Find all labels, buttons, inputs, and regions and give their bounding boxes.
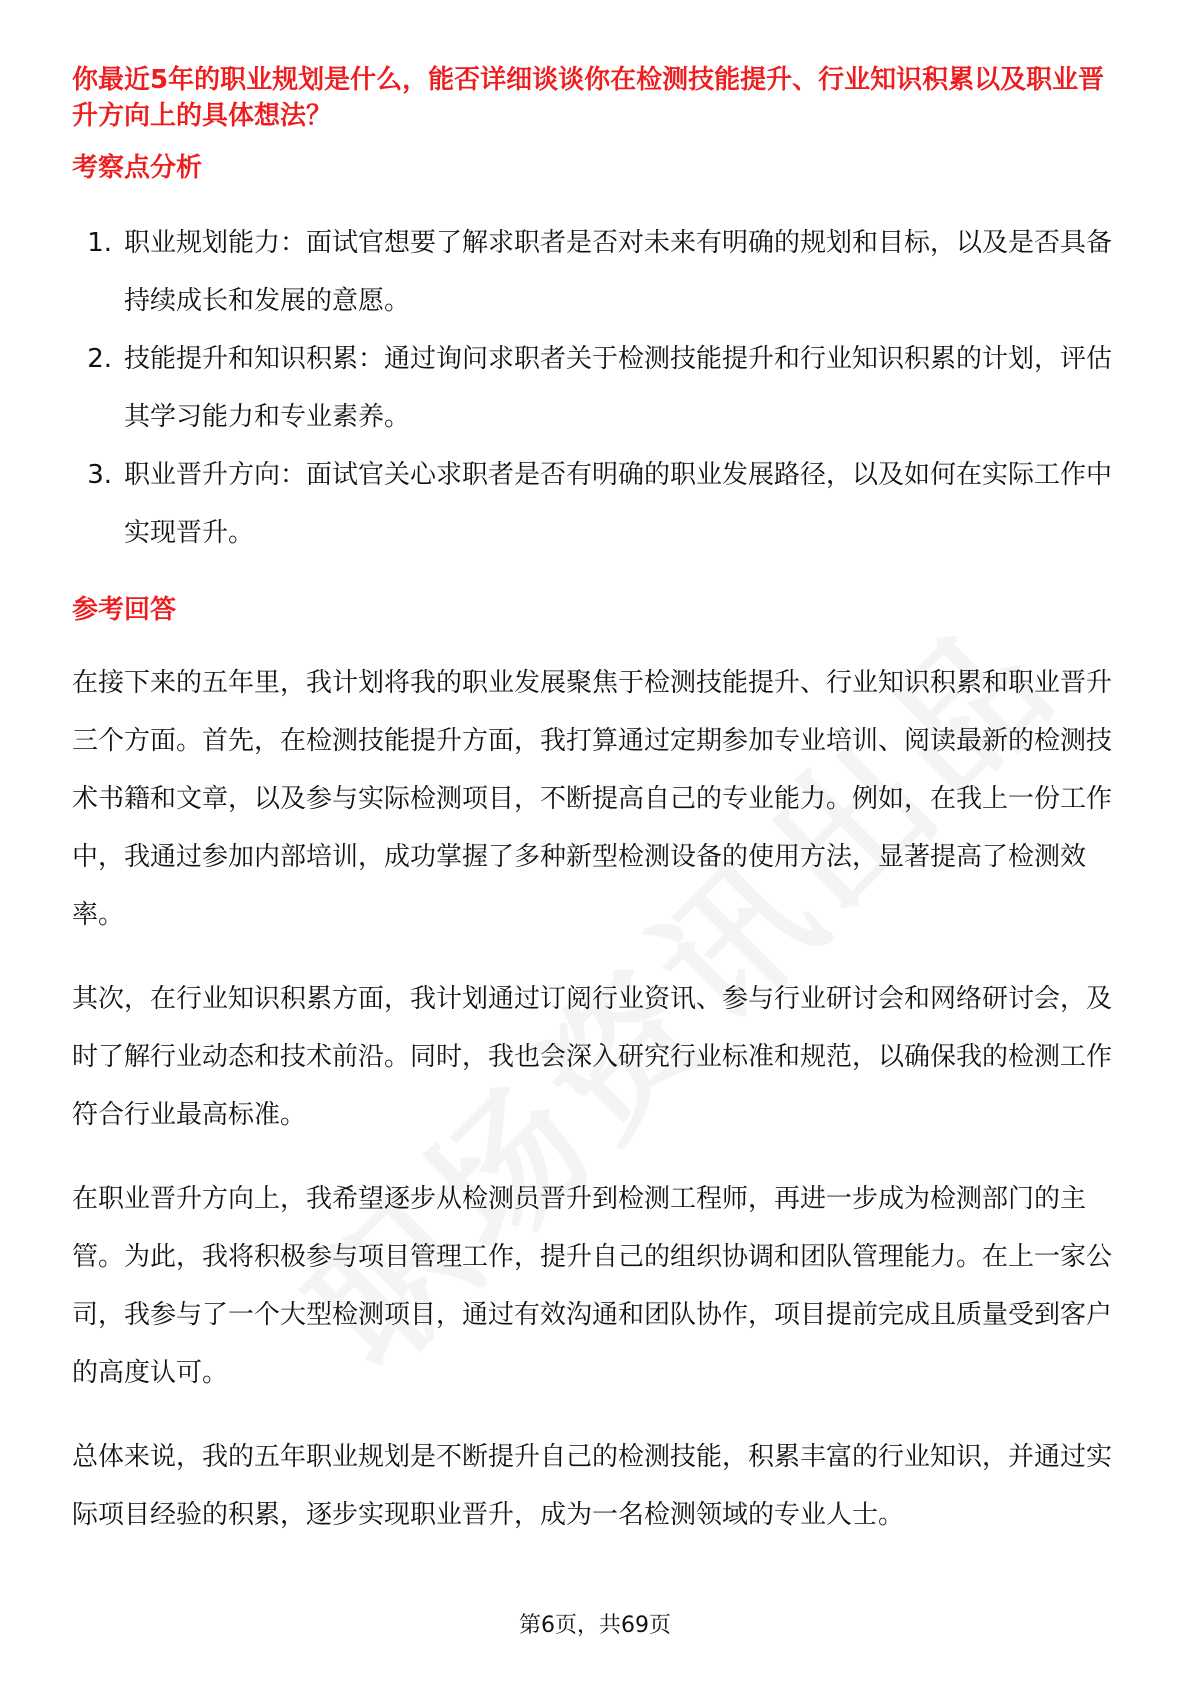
analysis-point-number: 2. <box>87 344 112 374</box>
page-content <box>72 62 1122 1544</box>
page-number-footer: 第6页，共69页 <box>519 1613 671 1638</box>
analysis-points-list <box>72 214 1122 562</box>
analysis-point <box>72 214 1122 330</box>
analysis-point-text: 职业规划能力：面试官想要了解求职者是否对未来有明确的规划和目标，以及是否具备持续成长和发展的意愿。 <box>124 228 1113 316</box>
analysis-point <box>72 446 1122 562</box>
analysis-title: 考察点分析 <box>72 153 203 183</box>
answer-paragraph: 在职业晋升方向上，我希望逐步从检测员晋升到检测工程师，再进一步成为检测部门的主管。为此，我将积极参与项目管理工作，提升自己的组织协调和团队管理能力。在上一家公司，我参与了一个大型检测项目，通过有效沟通和团队协作，项目提前完成且质量受到客户的高度认可。 <box>72 1184 1113 1388</box>
analysis-point-number: 3. <box>87 460 112 490</box>
analysis-point-number: 1. <box>87 228 112 258</box>
answer-paragraph: 在接下来的五年里，我计划将我的职业发展聚焦于检测技能提升、行业知识积累和职业晋升三个方面。首先，在检测技能提升方面，我打算通过定期参加专业培训、阅读最新的检测技术书籍和文章，以及参与实际检测项目，不断提高自己的专业能力。例如，在我上一份工作中，我通过参加内部培训，成功掌握了多种新型检测设备的使用方法，显著提高了检测效率。 <box>72 668 1113 930</box>
analysis-point-text: 职业晋升方向：面试官关心求职者是否有明确的职业发展路径，以及如何在实际工作中实现晋升。 <box>124 460 1113 548</box>
analysis-point-text: 技能提升和知识积累：通过询问求职者关于检测技能提升和行业知识积累的计划，评估其学习能力和专业素养。 <box>124 344 1113 432</box>
analysis-point <box>72 330 1122 446</box>
answer-paragraph: 总体来说，我的五年职业规划是不断提升自己的检测技能，积累丰富的行业知识，并通过实际项目经验的积累，逐步实现职业晋升，成为一名检测领域的专业人士。 <box>72 1442 1113 1530</box>
answer-title: 参考回答 <box>72 595 177 625</box>
question-heading: 你最近5年的职业规划是什么，能否详细谈谈你在检测技能提升、行业知识积累以及职业晋升方向上的具体想法？ <box>72 65 1105 131</box>
answer-paragraph: 其次，在行业知识积累方面，我计划通过订阅行业资讯、参与行业研讨会和网络研讨会，及时了解行业动态和技术前沿。同时，我也会深入研究行业标准和规范，以确保我的检测工作符合行业最高标准。 <box>72 984 1113 1130</box>
